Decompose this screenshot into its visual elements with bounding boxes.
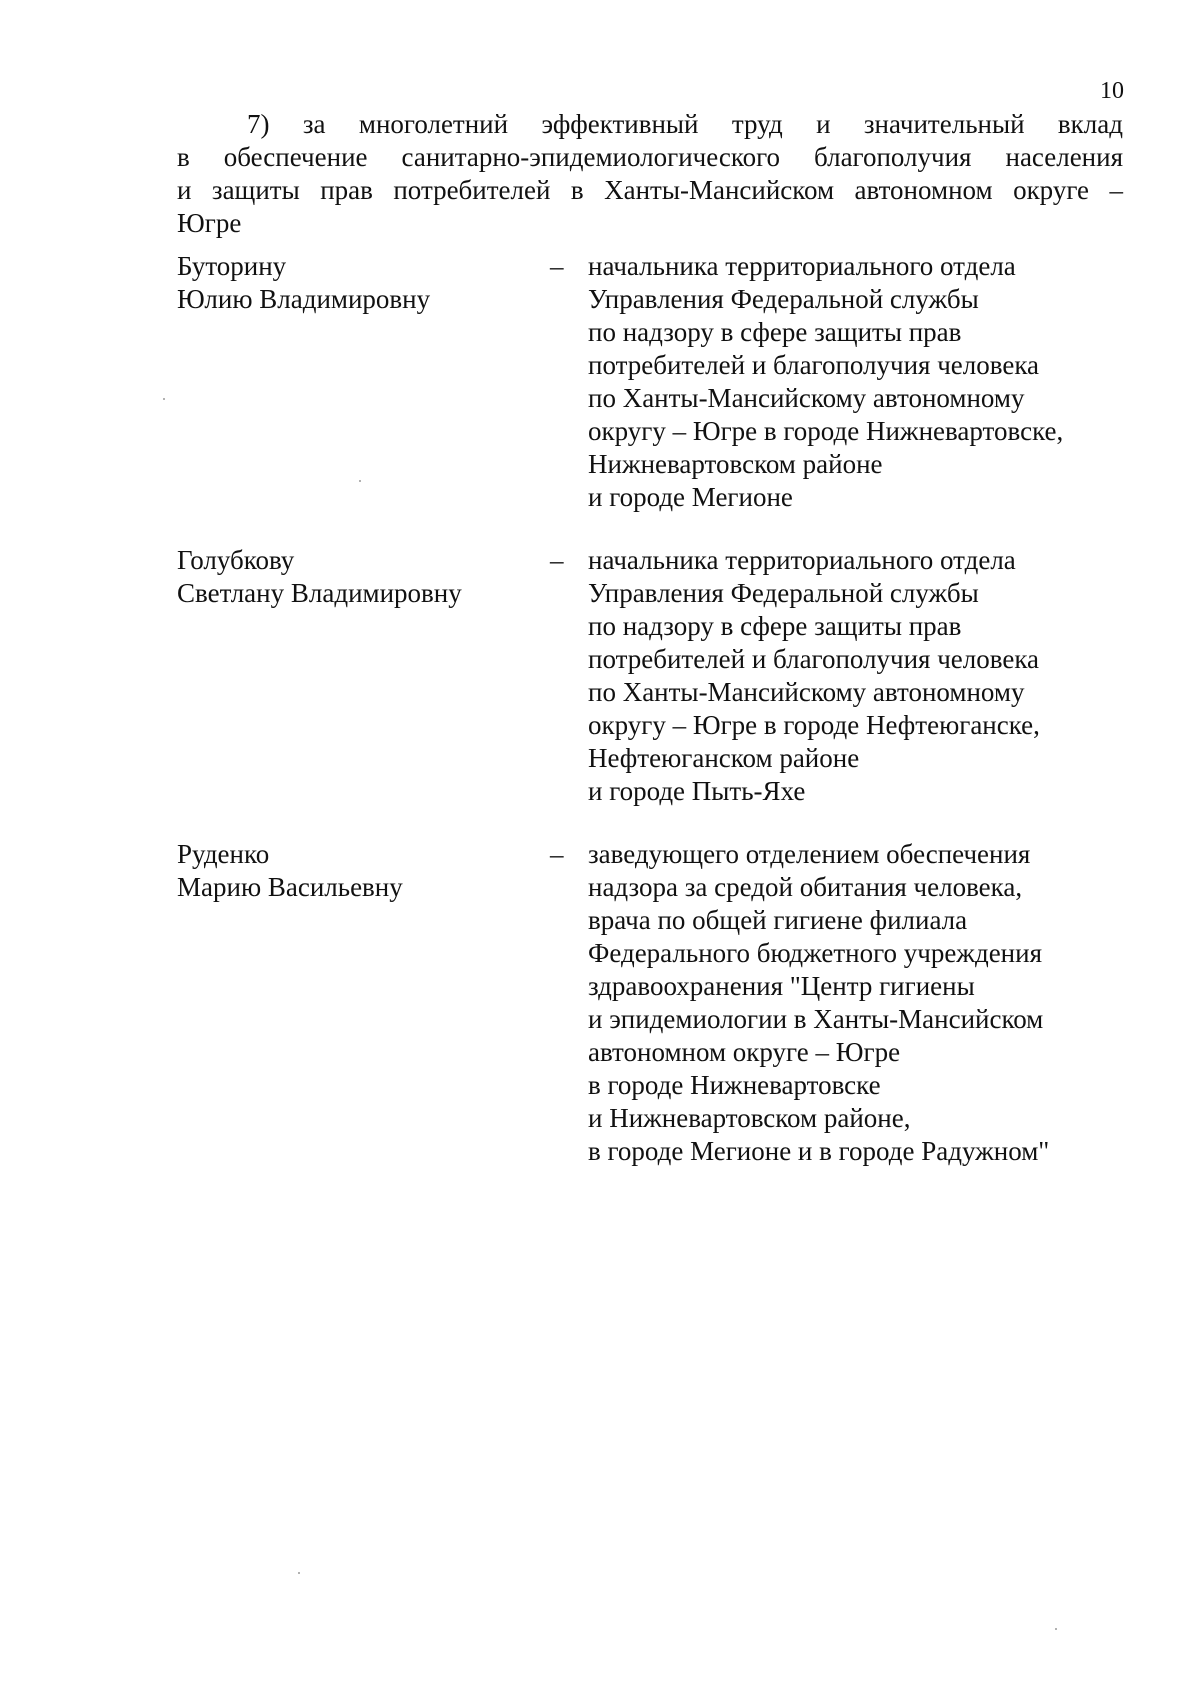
position-line: заведующего отделением обеспечения	[588, 839, 1031, 869]
position-line: начальника территориального отдела	[588, 545, 1016, 575]
scan-speck	[163, 398, 165, 400]
paragraph-line: 7) за многолетний эффективный труд и значительный вклад	[247, 109, 1123, 139]
award-paragraph	[177, 108, 1123, 240]
position-line: и городе Мегионе	[588, 482, 793, 512]
name-line: Юлию Владимировну	[177, 284, 431, 314]
paragraph-line: Югре	[177, 208, 242, 238]
position-line: и эпидемиологии в Ханты-Мансийском	[588, 1004, 1044, 1034]
position-line: здравоохранения "Центр гигиены	[588, 971, 975, 1001]
position-line: в городе Мегионе и в городе Радужном"	[588, 1136, 1050, 1166]
position-line: в городе Нижневартовске	[588, 1070, 881, 1100]
position-line: потребителей и благополучия человека	[588, 350, 1040, 380]
awardee-name	[177, 250, 537, 316]
position-line: потребителей и благополучия человека	[588, 644, 1040, 674]
name-line: Светлану Владимировну	[177, 578, 462, 608]
position-line: Управления Федеральной службы	[588, 284, 979, 314]
separator-dash: –	[550, 839, 564, 869]
awardee-name	[177, 838, 537, 904]
position-line: надзора за средой обитания человека,	[588, 872, 1023, 902]
position-line: по Ханты-Мансийскому автономному	[588, 677, 1025, 707]
name-line: Голубкову	[177, 545, 295, 575]
position-line: и Нижневартовском районе,	[588, 1103, 911, 1133]
name-line: Буторину	[177, 251, 287, 281]
position-line: округу – Югре в городе Нефтеюганске,	[588, 710, 1040, 740]
position-line: Управления Федеральной службы	[588, 578, 979, 608]
position-line: по Ханты-Мансийскому автономному	[588, 383, 1025, 413]
separator-dash: –	[550, 251, 564, 281]
scan-speck	[1055, 1628, 1057, 1630]
position-line: Федерального бюджетного учреждения	[588, 938, 1043, 968]
awardee-position	[588, 544, 1148, 808]
paragraph-line: и защиты прав потребителей в Ханты-Мансийском автономном округе –	[177, 175, 1123, 205]
name-line: Марию Васильевну	[177, 872, 403, 902]
position-line: врача по общей гигиене филиала	[588, 905, 968, 935]
position-line: и городе Пыть-Яхе	[588, 776, 806, 806]
scan-speck	[359, 480, 361, 482]
paragraph-line: в обеспечение санитарно-эпидемиологического благополучия населения	[177, 142, 1123, 172]
page-number: 10	[1100, 78, 1124, 104]
name-line: Руденко	[177, 839, 270, 869]
position-line: округу – Югре в городе Нижневартовске,	[588, 416, 1064, 446]
position-line: автономном округе – Югре	[588, 1037, 901, 1067]
position-line: Нефтеюганском районе	[588, 743, 860, 773]
awardee-name	[177, 544, 537, 610]
position-line: Нижневартовском районе	[588, 449, 883, 479]
separator-dash: –	[550, 545, 564, 575]
position-line: начальника территориального отдела	[588, 251, 1016, 281]
awardee-position	[588, 250, 1148, 514]
scan-speck	[298, 1572, 300, 1574]
awardee-position	[588, 838, 1148, 1168]
position-line: по надзору в сфере защиты прав	[588, 317, 962, 347]
position-line: по надзору в сфере защиты прав	[588, 611, 962, 641]
